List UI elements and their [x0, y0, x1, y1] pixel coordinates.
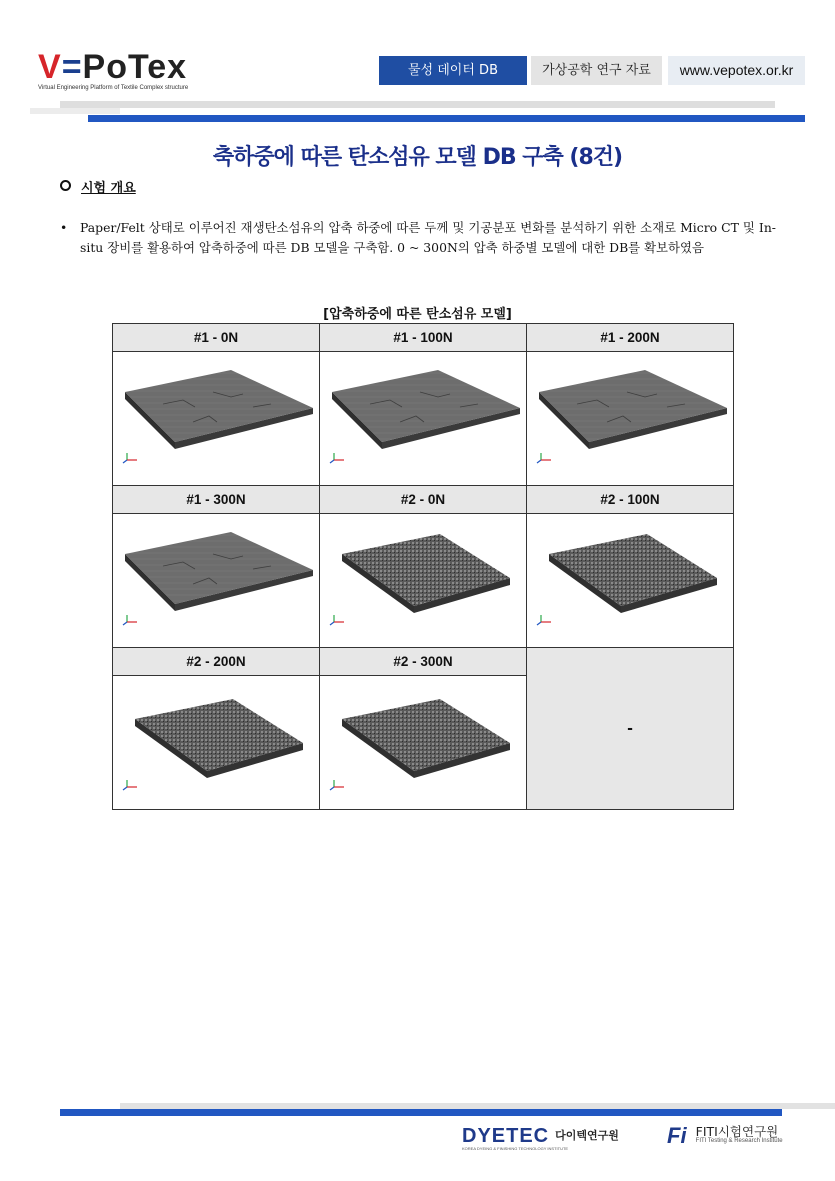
axis-icon [123, 780, 137, 790]
dyetec-logo-text: DYETEC [462, 1125, 550, 1147]
axis-icon [123, 615, 137, 625]
model-label: #2 - 100N [527, 486, 734, 514]
axis-icon [123, 453, 137, 463]
model-image-cell [527, 352, 734, 486]
model-label: #2 - 300N [320, 648, 527, 676]
model-table [112, 323, 734, 810]
fiti-korean-name: FITI시험연구원 [695, 1124, 779, 1139]
fiti-logo[interactable] [667, 1125, 783, 1147]
section-heading [60, 177, 136, 196]
logo-letters-rest: PoTex [82, 48, 188, 86]
axis-icon [330, 453, 344, 463]
logo-subtitle: Virtual Engineering Platform of Textile Complex structure [38, 85, 189, 91]
fiti-logo-mark: Fi [667, 1123, 687, 1148]
table-caption: [압축하중에 따른 탄소섬유 모델] [323, 307, 512, 322]
axis-icon [330, 780, 344, 790]
website-link[interactable]: www.vepotex.or.kr [668, 56, 805, 85]
model-label: #2 - 0N [320, 486, 527, 514]
model-image-cell [113, 514, 320, 648]
carbon-paper-model-image [320, 352, 526, 485]
model-label: #1 - 0N [113, 324, 320, 352]
model-label: #1 - 200N [527, 324, 734, 352]
header-divider-blue [88, 115, 805, 122]
footer-divider-blue [60, 1109, 782, 1116]
axis-icon [330, 615, 344, 625]
model-image-cell [113, 676, 320, 810]
carbon-paper-model-image [113, 514, 319, 647]
dyetec-logo[interactable] [462, 1126, 619, 1151]
carbon-paper-model-image [113, 352, 319, 485]
vepotex-logo[interactable] [38, 50, 188, 91]
dyetec-subtitle: KOREA DYEING & FINISHING TECHNOLOGY INSTITUTE [462, 1146, 569, 1151]
dyetec-korean-name: 다이텍연구원 [555, 1129, 619, 1142]
carbon-felt-model-image [320, 514, 526, 647]
page-title: 축하중에 따른 탄소섬유 모델 DB 구축 (8건) [212, 145, 623, 170]
overview-paragraph [60, 218, 776, 258]
carbon-felt-model-image [320, 679, 526, 807]
model-image-cell [320, 676, 527, 810]
carbon-felt-model-image [527, 514, 733, 647]
empty-cell: - [527, 648, 734, 810]
header-divider-light [30, 108, 120, 114]
carbon-felt-model-image [113, 679, 319, 807]
axis-icon [537, 453, 551, 463]
model-label: #2 - 200N [113, 648, 320, 676]
tab-research-material[interactable]: 가상공학 연구 자료 [531, 56, 662, 85]
logo-letter-v: V [38, 48, 62, 86]
overview-text: Paper/Felt 상태로 이루어진 재생탄소섬유의 압축 하중에 따른 두께 및 기공분포 변화를 분석하기 위한 소재로 Micro CT 및 In-situ 장비를 활용하여 압축하중에 따른 DB 모델을 구축함. 0 ~ 300N의 압축 하중별 모델에 대한 DB를 확보하였음 [80, 220, 776, 255]
model-image-cell [527, 514, 734, 648]
axis-icon [537, 615, 551, 625]
section-heading-text: 시험 개요 [81, 181, 136, 196]
tab-property-db[interactable]: 물성 데이터 DB [379, 56, 527, 85]
model-image-cell [113, 352, 320, 486]
header-divider-gray [60, 101, 775, 108]
model-label: #1 - 100N [320, 324, 527, 352]
model-label: #1 - 300N [113, 486, 320, 514]
circle-bullet-icon [60, 180, 71, 191]
bullet-dot-icon: • [60, 220, 68, 235]
fiti-subtitle: FITI Testing & Research Institute [695, 1138, 783, 1144]
logo-letter-e: = [61, 48, 83, 86]
model-image-cell [320, 514, 527, 648]
carbon-paper-model-image [527, 352, 733, 485]
model-image-cell [320, 352, 527, 486]
